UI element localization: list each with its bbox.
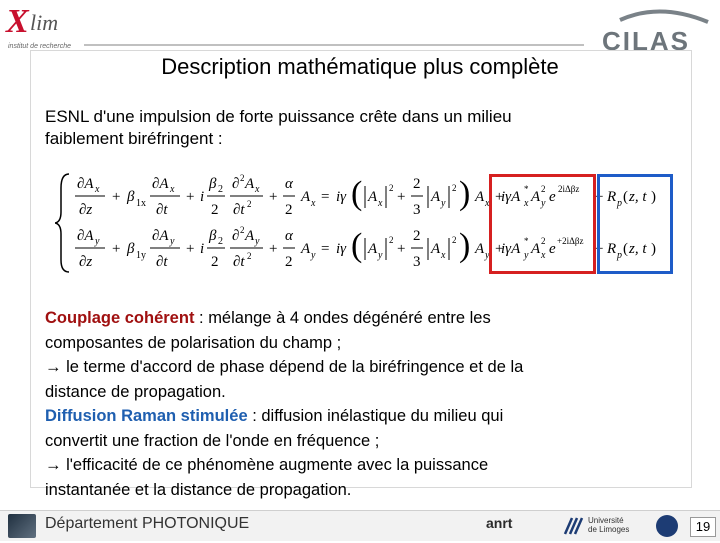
svg-text:2: 2: [389, 235, 394, 245]
svg-text:A: A: [475, 189, 485, 205]
xlim-tagline: institut de recherche: [8, 43, 72, 50]
svg-text:2: 2: [541, 184, 546, 194]
line-7: → l'efficacité de ce phénomène augmente avec la puissance: [45, 456, 489, 474]
svg-text:∂t: ∂t: [156, 254, 168, 270]
svg-text:lim: lim: [30, 10, 59, 35]
svg-text:A: A: [245, 228, 255, 244]
svg-text:β: β: [209, 228, 217, 244]
svg-text:i: i: [200, 241, 205, 257]
svg-text:3: 3: [413, 254, 421, 270]
svg-text:): ): [651, 189, 656, 205]
svg-text:x: x: [311, 198, 316, 209]
svg-text:iγ: iγ: [336, 189, 347, 205]
svg-text:∂t: ∂t: [233, 202, 245, 218]
svg-text:β: β: [127, 189, 135, 205]
university-limoges-logo: [562, 514, 632, 538]
cnrs-logo: [656, 515, 678, 537]
svg-text:2: 2: [240, 173, 245, 183]
svg-text:∂A: ∂A: [152, 228, 169, 244]
svg-text:y: y: [170, 236, 175, 247]
svg-text:z, t: z, t: [629, 189, 647, 205]
svg-text:∂: ∂: [232, 228, 240, 244]
page-number: 19: [690, 517, 716, 537]
intro-line-1: ESNL d'une impulsion de forte puissance crête dans un milieu: [45, 107, 512, 126]
line-6: convertit une fraction de l'onde en fréquence ;: [45, 431, 380, 450]
svg-text:+: +: [269, 189, 278, 205]
svg-text:A: A: [431, 189, 441, 205]
svg-text:=: =: [321, 189, 330, 205]
svg-text:β: β: [127, 241, 135, 257]
svg-text:p: p: [617, 198, 622, 209]
svg-text:y: y: [378, 250, 383, 261]
svg-text:+: +: [397, 241, 406, 257]
svg-text:X: X: [6, 3, 29, 40]
svg-text:∂z: ∂z: [79, 202, 93, 218]
svg-text:i: i: [200, 189, 205, 205]
svg-text:x: x: [441, 250, 446, 261]
svg-text:α: α: [285, 176, 293, 192]
line-2: composantes de polarisation du champ ;: [45, 333, 342, 352]
svg-text:(: (: [351, 175, 363, 212]
svg-text:2: 2: [285, 254, 293, 270]
svg-text:+: +: [595, 241, 604, 257]
svg-text:y: y: [541, 198, 546, 209]
svg-text:x: x: [170, 184, 175, 195]
svg-text:A: A: [531, 189, 541, 205]
header-divider: [84, 44, 584, 46]
svg-text:2: 2: [389, 183, 394, 193]
svg-text:A: A: [431, 241, 441, 257]
svg-text:(: (: [623, 189, 628, 205]
svg-text:A: A: [368, 189, 378, 205]
svg-text:2: 2: [413, 228, 421, 244]
svg-text:x: x: [485, 198, 490, 209]
svg-text:*: *: [524, 184, 529, 194]
university-line-1: Université: [588, 516, 624, 525]
svg-text:+: +: [495, 241, 504, 257]
svg-text:iγA: iγA: [501, 241, 521, 257]
svg-text:y: y: [485, 250, 490, 261]
svg-text:z, t: z, t: [629, 241, 647, 257]
raman-keyword: Diffusion Raman stimulée: [45, 407, 248, 425]
svg-text:x: x: [541, 250, 546, 261]
svg-text:): ): [459, 175, 471, 212]
limoges-emblem-icon: [562, 514, 586, 538]
svg-text:=: =: [321, 241, 330, 257]
intro-line-2: faiblement biréfringent :: [45, 129, 223, 148]
svg-text:2: 2: [211, 202, 219, 218]
svg-text:β: β: [209, 176, 217, 192]
svg-text:3: 3: [413, 202, 421, 218]
svg-text:A: A: [475, 241, 485, 257]
svg-text:A: A: [368, 241, 378, 257]
svg-text:∂: ∂: [232, 176, 240, 192]
svg-text:+: +: [495, 189, 504, 205]
svg-text:∂A: ∂A: [77, 228, 94, 244]
svg-text:y: y: [441, 198, 446, 209]
xlim-logo: [4, 2, 84, 54]
svg-text:): ): [651, 241, 656, 257]
svg-text:2: 2: [247, 251, 252, 261]
svg-text:2: 2: [452, 235, 457, 245]
svg-text:∂A: ∂A: [152, 176, 169, 192]
svg-text:x: x: [95, 184, 100, 195]
svg-text:e: e: [549, 189, 556, 205]
line-1: Couplage cohérent : mélange à 4 ondes dégénéré entre les: [45, 309, 491, 327]
svg-text:2: 2: [218, 184, 223, 195]
svg-text:x: x: [378, 198, 383, 209]
svg-text:A: A: [301, 189, 311, 205]
phase-exponent-1: 2iΔβz: [558, 184, 580, 194]
svg-text:+: +: [397, 189, 406, 205]
svg-text:A: A: [245, 176, 255, 192]
svg-text:(: (: [623, 241, 628, 257]
raman-term-1: R: [607, 189, 617, 205]
svg-text:∂t: ∂t: [156, 202, 168, 218]
svg-text:2: 2: [285, 202, 293, 218]
svg-text:e: e: [549, 241, 556, 257]
svg-text:+: +: [595, 189, 604, 205]
svg-text:iγA: iγA: [501, 189, 521, 205]
line-4: distance de propagation.: [45, 382, 226, 401]
svg-text:∂t: ∂t: [233, 254, 245, 270]
svg-text:1x: 1x: [136, 198, 146, 209]
slide-title: Description mathématique plus complète: [161, 54, 559, 79]
svg-text:y: y: [255, 236, 260, 247]
svg-text:+: +: [112, 189, 121, 205]
svg-text:p: p: [617, 250, 622, 261]
svg-text:): ): [459, 227, 471, 264]
svg-text:+: +: [269, 241, 278, 257]
cilas-logo: [590, 6, 716, 56]
photonique-logo: [8, 514, 36, 538]
explanation-text: [45, 306, 685, 502]
svg-text:(: (: [351, 227, 363, 264]
svg-text:1y: 1y: [136, 250, 146, 261]
svg-text:2: 2: [541, 236, 546, 246]
svg-text:∂A: ∂A: [77, 176, 94, 192]
svg-text:x: x: [524, 198, 529, 209]
svg-text:x: x: [255, 184, 260, 195]
svg-text:2: 2: [240, 225, 245, 235]
coherent-coupling-highlight: [489, 174, 596, 274]
svg-text:2: 2: [211, 254, 219, 270]
svg-text:y: y: [524, 250, 529, 261]
raman-term-2: R: [607, 241, 617, 257]
line-8: instantanée et la distance de propagation.: [45, 480, 352, 499]
svg-text:α: α: [285, 228, 293, 244]
svg-text:A: A: [301, 241, 311, 257]
svg-text:∂z: ∂z: [79, 254, 93, 270]
svg-text:iγ: iγ: [336, 241, 347, 257]
phase-exponent-2: +2iΔβz: [557, 236, 584, 246]
cilas-logo-text: CILAS: [602, 26, 690, 56]
footer: [0, 510, 720, 541]
university-line-2: de Limoges: [588, 525, 630, 534]
svg-text:A: A: [531, 241, 541, 257]
coherent-coupling-keyword: Couplage cohérent: [45, 309, 195, 327]
anrt-logo: anrt: [486, 515, 513, 531]
department-label: Département PHOTONIQUE: [45, 515, 250, 532]
svg-text:+: +: [186, 241, 195, 257]
raman-highlight: [597, 174, 673, 274]
svg-text:2: 2: [218, 236, 223, 247]
svg-text:+: +: [112, 241, 121, 257]
svg-text:+: +: [186, 189, 195, 205]
svg-text:2: 2: [413, 176, 421, 192]
line-5: Diffusion Raman stimulée : diffusion inélastique du milieu qui: [45, 407, 504, 425]
svg-text:*: *: [524, 236, 529, 246]
svg-text:2: 2: [247, 199, 252, 209]
svg-text:y: y: [95, 236, 100, 247]
line-3: → le terme d'accord de phase dépend de la biréfringence et de la: [45, 358, 524, 376]
svg-text:y: y: [311, 250, 316, 261]
svg-text:2: 2: [452, 183, 457, 193]
intro-text: [45, 106, 685, 150]
